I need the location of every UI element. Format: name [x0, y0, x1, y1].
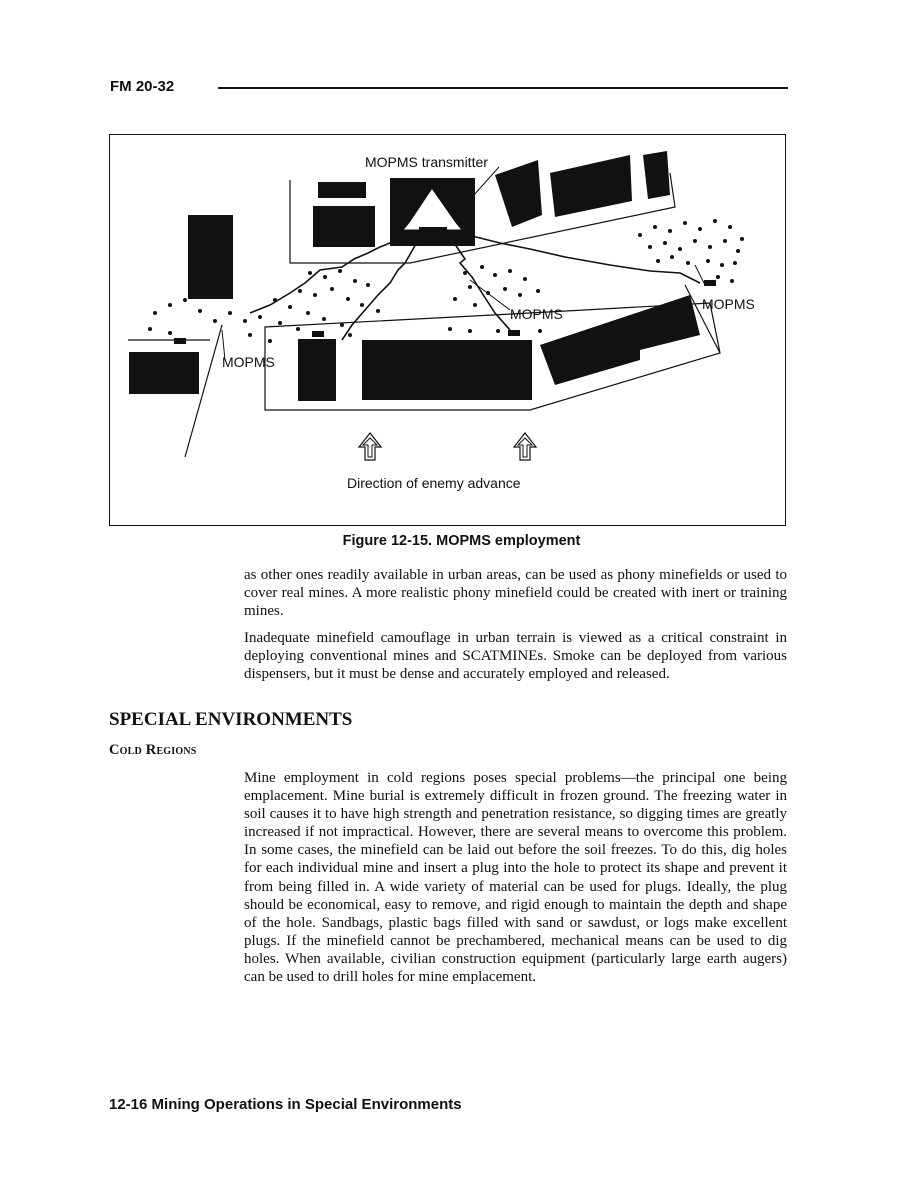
- building-top-far-right: [643, 151, 670, 199]
- building-left-low: [129, 352, 199, 394]
- building-top-left-small: [318, 182, 366, 198]
- advance-arrow-right: [514, 433, 536, 460]
- building-top-left: [313, 206, 375, 247]
- body-paragraph-3: Mine employment in cold regions poses special problems—the principal one being emplacement. Mine burial is extremely difficult in frozen ground. The freezing water in soil causes it to have high strength and penetration resistance, so digging times are greatly increased if not impractical. However, there are several means to overcome this problem. In some cases, the minefield can be laid out before the soil freezes. To do this, dig holes for each individual mine and insert a plug into the hole to protect its shape and prevent it from being filled in. A wide variety of material can be used for plugs. Ideally, the plug should be economical, easy to remove, and rigid enough to maintain the depth and shape of the hole. Sandbags, plastic bags filled with sand or sawdust, or logs make excellent plugs. If the minefield cannot be prechambered, mechanical means can be used to dig holes. When available, civilian construction equipment (particularly large earth augers) can be used to drill holes for mine emplacement.: [244, 770, 787, 986]
- mopms-module-center-left: [312, 331, 324, 337]
- header-doc-code: FM 20-32: [110, 78, 175, 95]
- building-top-center: [495, 160, 542, 227]
- building-bottom-center: [362, 340, 532, 400]
- label-mopms-center: MOPMS: [510, 306, 563, 322]
- body-paragraph-1: as other ones readily available in urban areas, can be used as phony minefields or used to cover real mines. A more realistic phony minefield could be created with inert or training mines.: [244, 567, 787, 620]
- header-rule: [218, 87, 788, 89]
- signal-path-center-left: [342, 237, 420, 340]
- label-mopms-right: MOPMS: [702, 296, 755, 312]
- building-top-right: [550, 155, 632, 217]
- label-enemy-advance: Direction of enemy advance: [347, 475, 521, 491]
- mopms-module-left: [174, 338, 186, 344]
- body-paragraph-2: Inadequate minefield camouflage in urban terrain is viewed as a critical constraint in deploying conventional mines and SCATMINEs. Smoke can be deployed from various dispensers, but it must be dense and accurately employed and released.: [244, 630, 787, 683]
- building-left-tall: [188, 215, 233, 299]
- figure-caption: Figure 12-15. MOPMS employment: [342, 533, 581, 549]
- building-bottom-center-small: [298, 339, 336, 401]
- advance-arrow-left: [359, 433, 381, 460]
- label-mopms-left: MOPMS: [222, 354, 275, 370]
- page-footer: 12-16 Mining Operations in Special Environments: [109, 1096, 462, 1113]
- mopms-illustration: [110, 135, 786, 526]
- section-heading: SPECIAL ENVIRONMENTS: [109, 709, 353, 730]
- label-mopms-transmitter: MOPMS transmitter: [365, 154, 488, 170]
- mopms-module-right: [704, 280, 716, 286]
- mopms-module-center: [508, 330, 520, 336]
- subsection-heading: Cold Regions: [109, 742, 197, 758]
- figure-frame: [109, 134, 786, 526]
